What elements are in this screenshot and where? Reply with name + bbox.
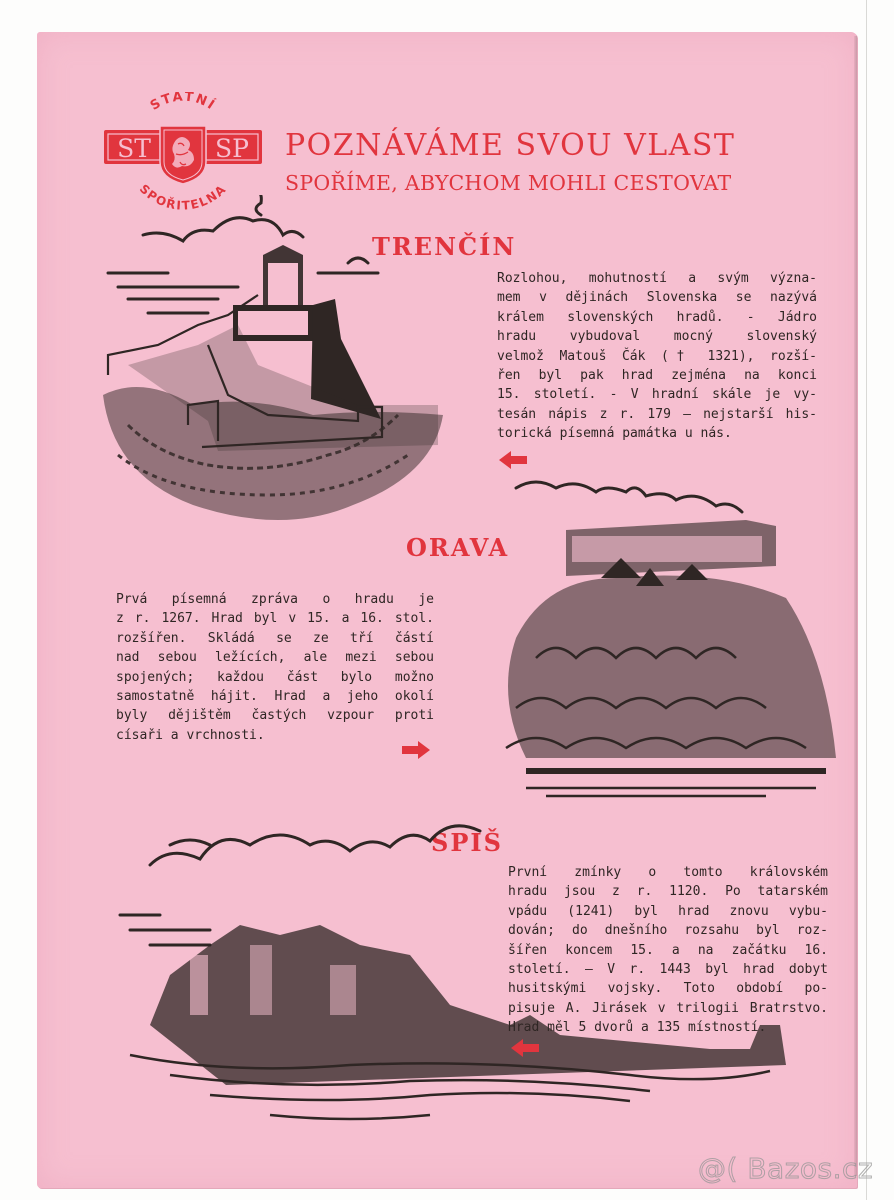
heading-spis: SPIŠ [431, 828, 503, 857]
text-line: Rozlohou, mohutností a svým význa- [497, 271, 817, 286]
castle-illustration-icon [88, 195, 468, 525]
text-line: šířen koncem 15. a na začátku 16. [508, 942, 828, 958]
text-line: řen byl pak hrad zejména na konci [497, 368, 817, 384]
svg-text:SPOŘITELNA: SPOŘITELNA [136, 181, 230, 212]
statni-sporitelna-logo [98, 92, 268, 212]
text-line: spojených; každou část bylo možno [116, 669, 434, 685]
text-line: byly dějištěm častých vzpour proti [116, 708, 434, 724]
text-line: vpádu (1241) byl hrad znovu vybu- [508, 903, 828, 919]
arrow-left-icon [499, 450, 529, 470]
text-line: z r. 1267. Hrad byl v 15. a 16. stol. [116, 611, 434, 627]
svg-text:SP: SP [215, 134, 249, 163]
text-line: Prvá písemná zpráva o hradu je [116, 592, 434, 607]
spis-description [508, 863, 828, 1038]
text-line: králem slovenských hradů. - Jádro [497, 309, 817, 325]
bazos-watermark: @( Bazos.cz [698, 1152, 874, 1185]
text-line: samostatně hájit. Hrad a jeho okolí [116, 689, 434, 705]
orava-castle-drawing [486, 478, 841, 808]
text-line: rozšířen. Skládá se ze tří částí [116, 630, 434, 646]
arrow-left-icon [511, 1038, 541, 1058]
scan-edge-line [866, 0, 867, 1200]
text-line: pisuje A. Jirásek v trilogii Bratrstvo. [508, 1000, 828, 1016]
postcard-edge [854, 36, 857, 1176]
text-line: tesán nápis z r. 179 — nejstarší his- [497, 406, 817, 422]
text-line: dován; do dnešního rozsahu byl roz- [508, 923, 828, 939]
text-line: hradu jsou z r. 1120. Po tatarském [508, 884, 828, 900]
text-line: hradu vybudoval mocný slovenský [497, 329, 817, 345]
text-line: nad sebou ležících, ale mezi sebou [116, 650, 434, 666]
arrow-right-icon [400, 740, 430, 760]
text-line: Hrad měl 5 dvorů a 135 místností. [508, 1020, 767, 1036]
text-line: císaři a vrchnosti. [116, 727, 265, 743]
text-line: 15. století. - V hradní skále je vy- [497, 387, 817, 403]
text-line: husitskými vojsky. Toto období po- [508, 981, 828, 997]
coat-of-arms-lion-icon [98, 92, 268, 212]
svg-text:ST: ST [117, 134, 151, 163]
text-line: velmož Matouš Čák († 1321), rozší- [497, 348, 817, 364]
heading-orava: ORAVA [406, 533, 510, 562]
svg-text:STÁTNÍ: STÁTNÍ [147, 92, 219, 114]
text-line: torická písemná památka u nás. [497, 426, 732, 442]
page-subtitle: SPOŘÍME, ABYCHOM MOHLI CESTOVAT [285, 171, 732, 195]
trencin-description [497, 269, 817, 444]
heading-trencin: TRENČÍN [372, 232, 517, 261]
text-line: století. — V r. 1443 byl hrad dobyt [508, 962, 828, 978]
trencin-castle-drawing [88, 195, 468, 525]
castle-illustration-icon [486, 478, 841, 808]
page-title: POZNÁVÁME SVOU VLAST [285, 128, 736, 163]
text-line: První zmínky o tomto královském [508, 865, 828, 880]
orava-description [116, 590, 434, 745]
text-line: mem v dějinách Slovenska se nazývá [497, 290, 817, 306]
